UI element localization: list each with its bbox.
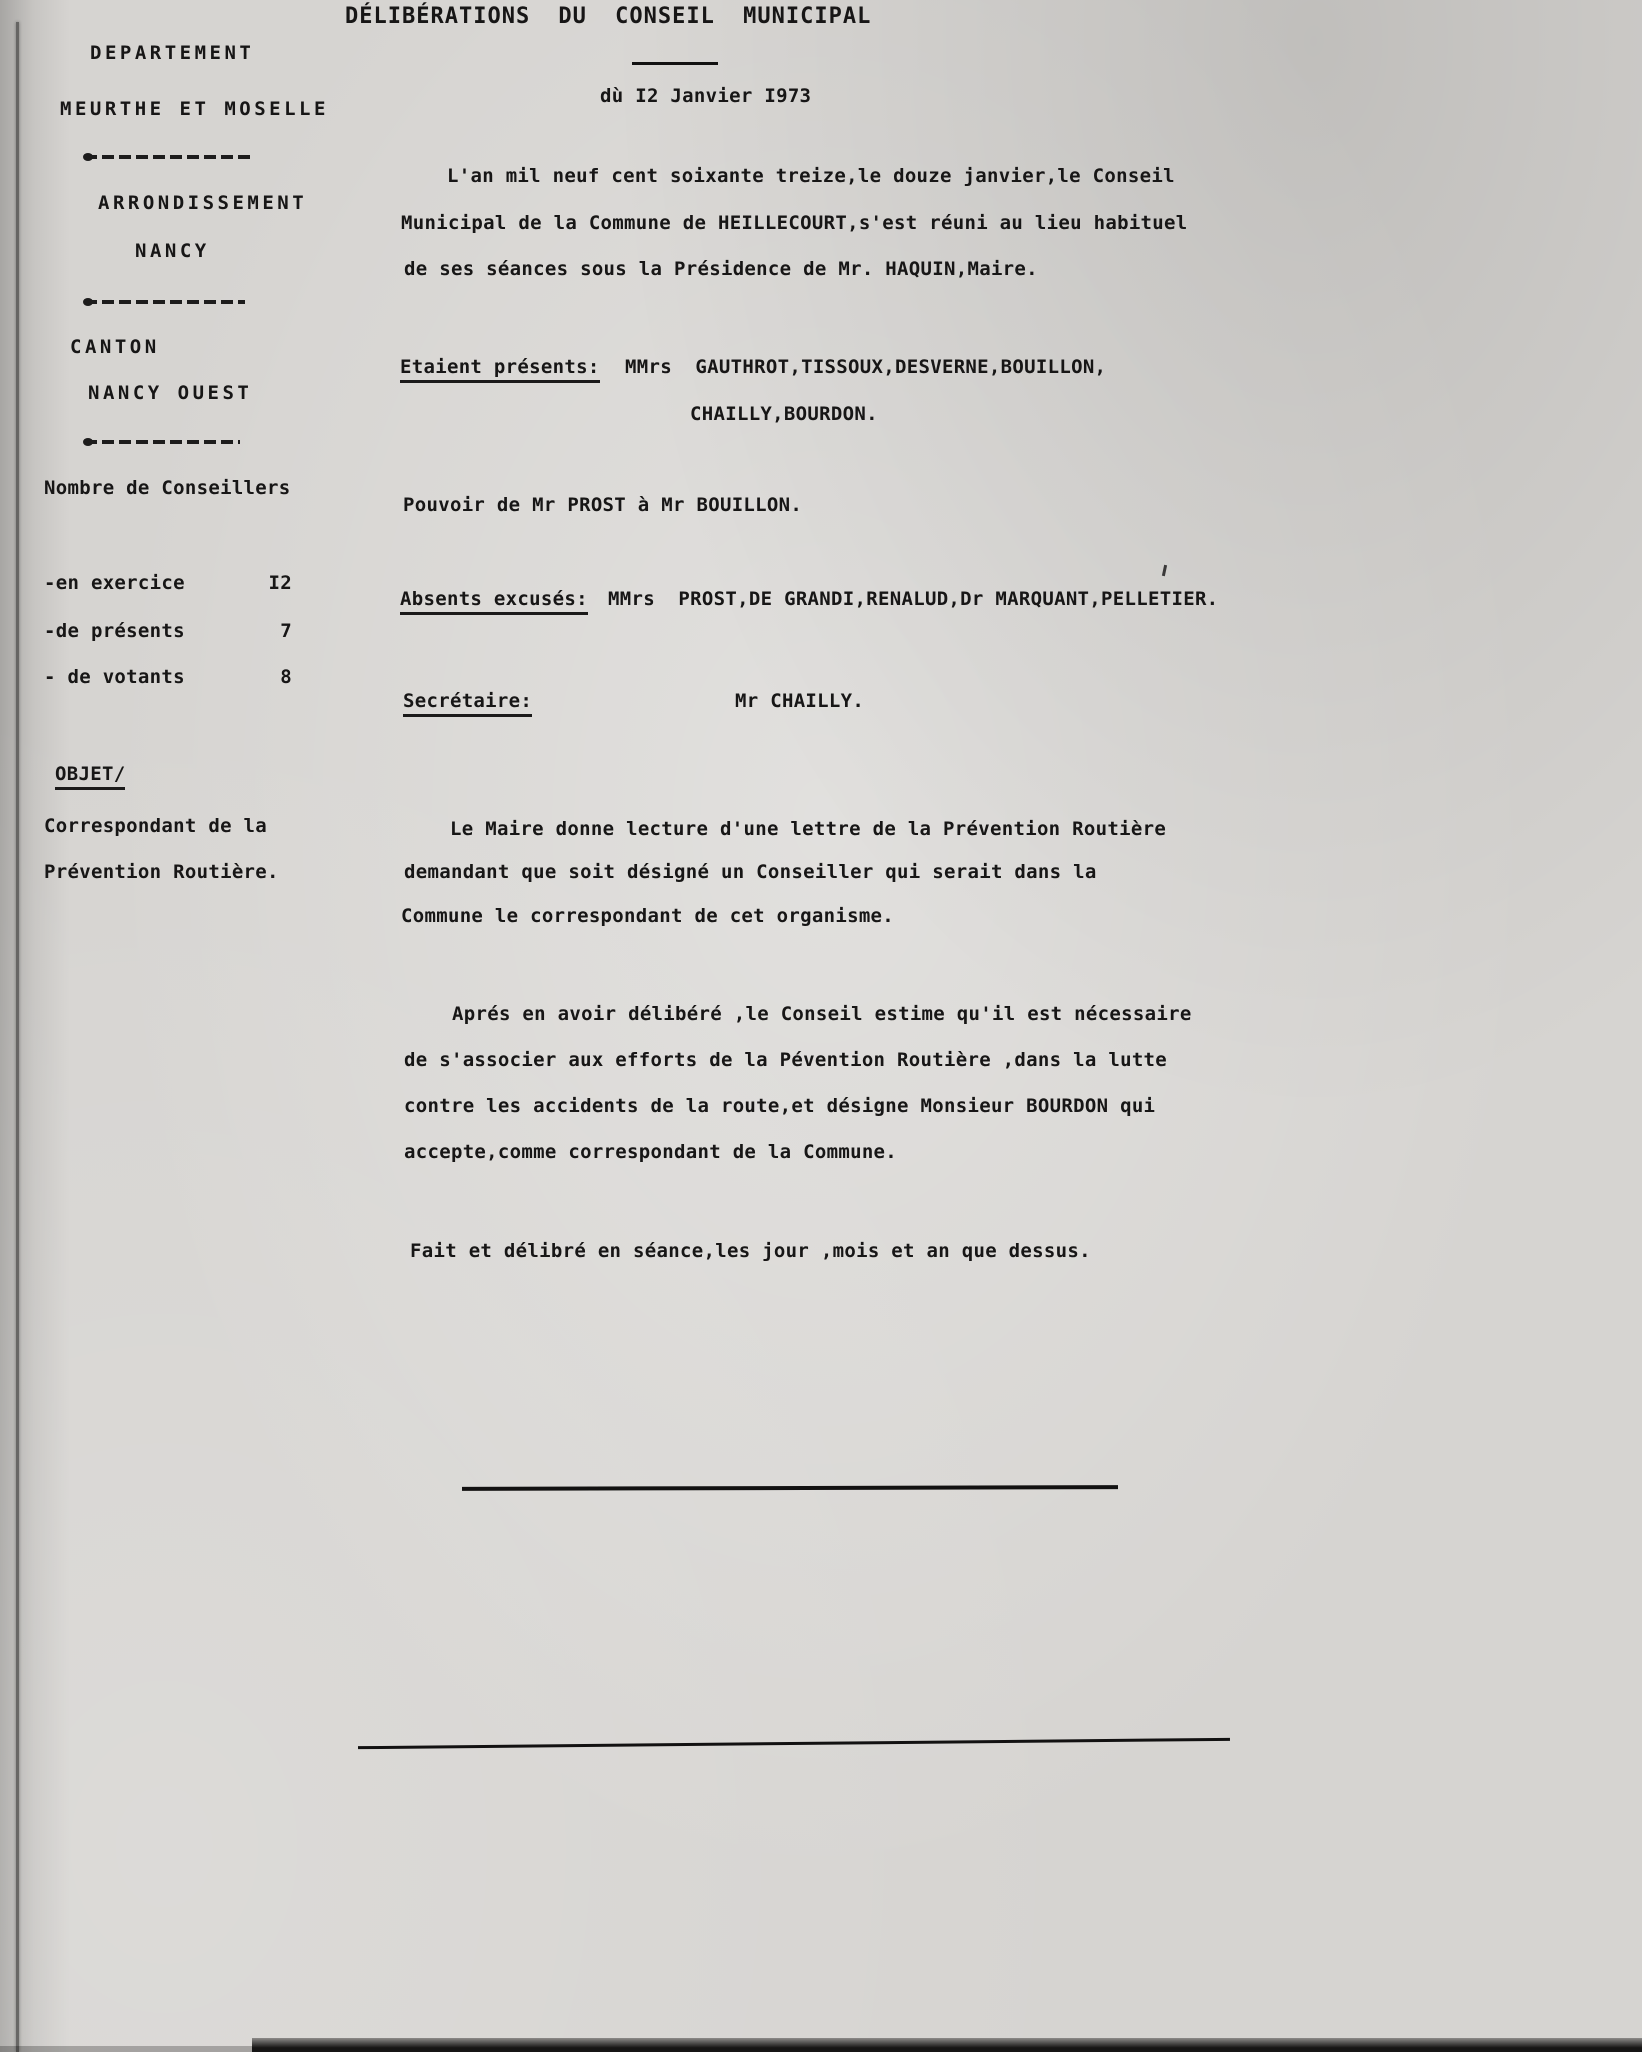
count-label: -de présents [44,620,185,642]
count-value: 8 [280,666,292,688]
count-row-exercice [44,572,292,594]
presents-label: Etaient présents: [400,356,600,378]
scan-bottom-band [252,2038,1642,2052]
paragraph2-line3: Commune le correspondant de cet organisme. [401,905,895,927]
scan-left-edge-line [16,22,19,2052]
absents-label: Absents excusés: [400,588,588,610]
title-underline-dash [632,62,718,65]
closing-line: Fait et délibré en séance,les jour ,mois et an que dessus. [410,1240,1091,1262]
paragraph3-line2: de s'associer aux efforts de la Pévention Routière ,dans la lutte [404,1049,1168,1071]
paragraph3-line4: accepte,comme correspondant de la Commune. [404,1141,898,1163]
count-row-votants [44,666,292,688]
arrondissement-value: NANCY [135,240,210,262]
presents-value: MMrs GAUTHROT,TISSOUX,DESVERNE,BOUILLON, [625,356,1107,378]
signature-rule-1 [462,1485,1118,1491]
paragraph3-line3: contre les accidents de la route,et désigne Monsieur BOURDON qui [404,1095,1156,1117]
objet-line-2: Prévention Routière. [44,861,279,883]
objet-line-1: Correspondant de la [44,815,268,837]
count-value: I2 [268,572,292,594]
signature-rule-2 [358,1738,1230,1749]
objet-heading [55,763,125,785]
count-value: 7 [280,620,292,642]
paragraph3-line1: Aprés en avoir délibéré ,le Conseil estime qu'il est nécessaire [452,1003,1192,1025]
paragraph1-line3: de ses séances sous la Présidence de Mr. HAQUIN,Maire. [404,258,1038,280]
objet-heading-text: OBJET/ [55,763,125,790]
paragraph1-line1: L'an mil neuf cent soixante treize,le douze janvier,le Conseil [447,165,1175,187]
sidebar-divider-3 [85,440,240,444]
scan-bottom-band-left [0,2046,252,2052]
arrondissement-label: ARRONDISSEMENT [98,192,308,214]
paragraph2-line2: demandant que soit désigné un Conseiller qui serait dans la [404,861,1097,883]
absents-value: MMrs PROST,DE GRANDI,RENALUD,Dr MARQUANT,PELLETIER. [608,588,1219,610]
secretaire-label: Secrétaire: [403,690,532,712]
document-title: DÉLIBÉRATIONS DU CONSEIL MUNICIPAL [345,4,872,29]
conseillers-heading: Nombre de Conseillers [44,477,291,499]
secretaire-value: Mr CHAILLY. [735,690,865,712]
document-date: dù I2 Janvier I973 [600,85,812,107]
paragraph2-line1: Le Maire donne lecture d'une lettre de la Prévention Routière [450,818,1167,840]
sidebar-divider-2 [85,300,245,304]
count-label: - de votants [44,666,185,688]
pouvoir-line: Pouvoir de Mr PROST à Mr BOUILLON. [403,494,803,516]
paragraph1-line2: Municipal de la Commune de HEILLECOURT,s'est réuni au lieu habituel [401,212,1188,234]
presents-value-line2: CHAILLY,BOURDON. [690,403,878,425]
canton-value: NANCY OUEST [88,382,253,404]
canton-label: CANTON [70,336,160,358]
departement-label: DEPARTEMENT [90,42,255,64]
departement-value: MEURTHE ET MOSELLE [60,98,329,120]
count-row-presents [44,620,292,642]
count-label: -en exercice [44,572,185,594]
scan-artifact-tick [1162,565,1167,576]
sidebar-divider-1 [85,155,253,159]
